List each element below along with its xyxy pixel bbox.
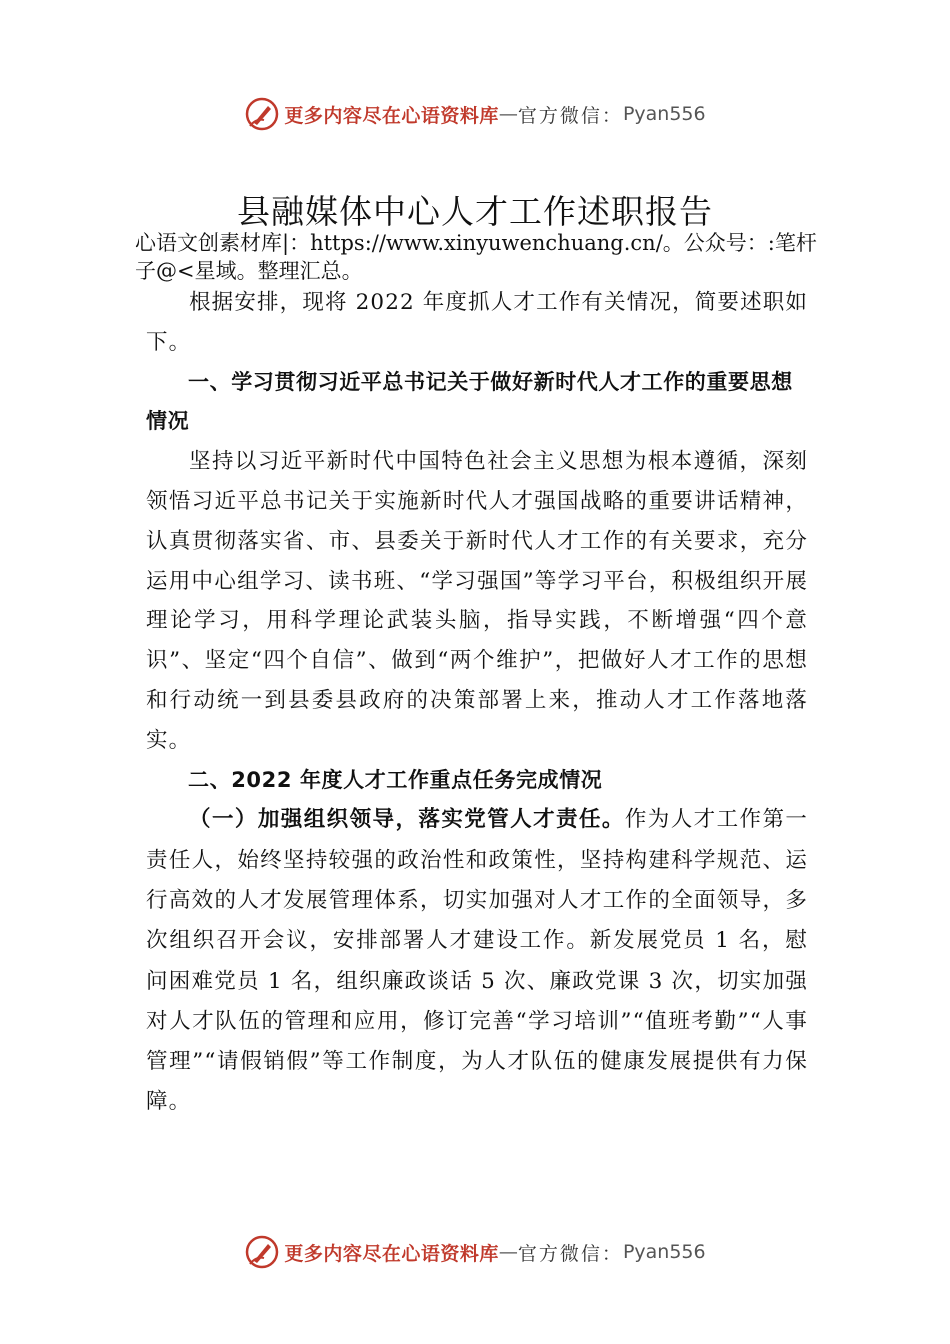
source-line: 心语文创素材库|：https://www.xinyuwenchuang.cn/。公众号：:笔杆子@<星域。整理汇总。: [135, 231, 817, 283]
section1-heading: 一、学习贯彻习近平总书记关于做好新时代人才工作的重要思想情况: [146, 369, 793, 434]
banner-separator: —: [498, 103, 518, 125]
footer-banner: [0, 1232, 950, 1272]
intro-paragraph: 根据安排，现将 2022 年度抓人才工作有关情况，简要述职如下。: [146, 290, 808, 355]
header-banner: [0, 94, 950, 134]
item1-title: （一）加强组织领导，落实党管人才责任。: [189, 807, 625, 833]
banner-wechat-id: Pyan556: [622, 103, 706, 125]
banner-wechat-label: 官方微信：: [517, 1242, 623, 1265]
document-body: [146, 283, 808, 1123]
pen-feather-logo-icon: [244, 96, 280, 132]
banner-wechat-label: 官方微信：: [517, 104, 623, 127]
item1-body: 作为人才工作第一责任人，始终坚持较强的政治性和政策性，坚持构建科学规范、运行高效的人才发展管理体系，切实加强对人才工作的全面领导，多次组织召开会议，安排部署人才建设工作。新发展党员 1 名，慰问困难党员 1 名，组织廉政谈话 5 次、廉政党课 3 次，切实加强对人才队伍的管理和应用，修订完善“学习培训”“值班考勤”“人事管理”“请假销假”等工作制度，为人才队伍的健康发展提供有力保障。: [146, 807, 808, 1115]
item1-paragraph: [146, 800, 808, 1122]
document-title: 县融媒体中心人才工作述职报告: [237, 192, 713, 231]
pen-feather-logo-icon: [244, 1234, 280, 1270]
banner-separator: —: [498, 1241, 518, 1263]
section1-paragraph: 坚持以习近平新时代中国特色社会主义思想为根本遵循，深刻领悟习近平总书记关于实施新时代人才强国战略的重要讲话精神，认真贯彻落实省、市、县委关于新时代人才工作的有关要求，充分运用中心组学习、读书班、“学习强国”等学习平台，积极组织开展理论学习，用科学理论武装头脑，指导实践，不断增强“四个意识”、坚定“四个自信”、做到“两个维护”，把做好人才工作的思想和行动统一到县委县政府的决策部署上来，推动人才工作落地落实。: [146, 449, 808, 753]
section2-heading: 二、2022 年度人才工作重点任务完成情况: [188, 767, 603, 792]
banner-promo-text: 更多内容尽在心语资料库: [284, 104, 499, 127]
banner-wechat-id: Pyan556: [622, 1241, 706, 1263]
banner-promo-text: 更多内容尽在心语资料库: [284, 1242, 499, 1265]
